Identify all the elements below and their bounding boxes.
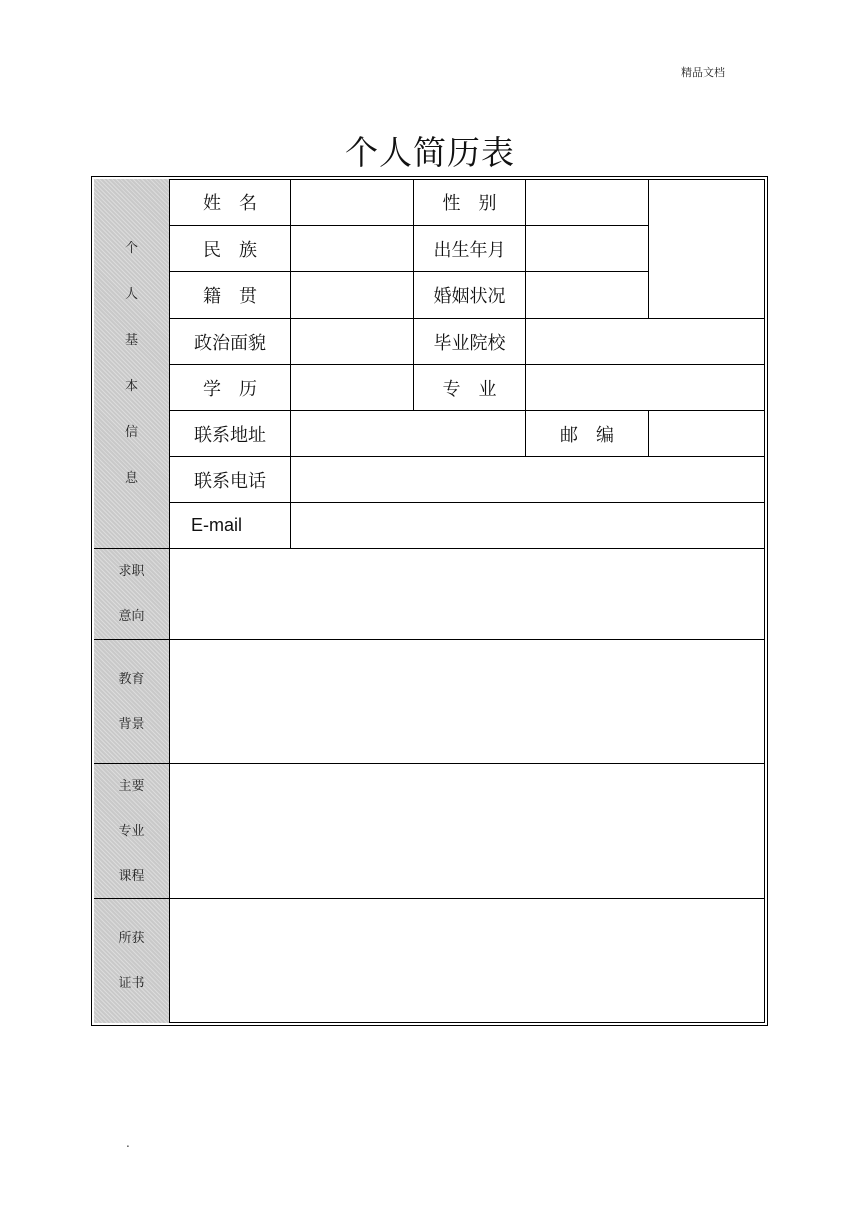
side-char: 基	[124, 332, 138, 348]
native-place-field[interactable]	[291, 272, 414, 319]
header-note: 精品文档	[681, 66, 725, 79]
section-label-line: 求职	[118, 564, 145, 579]
basic-info-section-label	[94, 179, 170, 549]
section-label-line: 证书	[118, 976, 145, 991]
side-char: 个	[124, 240, 138, 256]
label-address: 联系地址	[170, 411, 291, 457]
education-field[interactable]	[291, 365, 414, 411]
section-label-line: 所获	[118, 931, 145, 946]
phone-field[interactable]	[291, 457, 765, 503]
label-political: 政治面貌	[170, 319, 291, 365]
photo-box[interactable]	[649, 179, 765, 319]
birth-field[interactable]	[526, 226, 649, 272]
major-field[interactable]	[526, 365, 765, 411]
job-intention-label	[94, 549, 170, 640]
label-school: 毕业院校	[414, 319, 526, 365]
name-field[interactable]	[291, 179, 414, 226]
section-label-line: 专业	[118, 823, 145, 839]
address-field[interactable]	[291, 411, 526, 457]
ethnicity-field[interactable]	[291, 226, 414, 272]
section-label-line: 意向	[118, 609, 145, 624]
label-name: 姓 名	[170, 179, 291, 226]
label-major: 专 业	[414, 365, 526, 411]
label-education: 学 历	[170, 365, 291, 411]
label-native-place: 籍 贯	[170, 272, 291, 319]
label-birth: 出生年月	[414, 226, 526, 272]
certificates-label	[94, 899, 170, 1023]
section-label-line: 主要	[118, 778, 145, 794]
footer-mark: .	[126, 1136, 130, 1150]
label-phone: 联系电话	[170, 457, 291, 503]
label-gender: 性 别	[414, 179, 526, 226]
postcode-field[interactable]	[649, 411, 765, 457]
page-title: 个人简历表	[345, 133, 515, 172]
section-label-line: 课程	[118, 868, 145, 884]
section-label-line: 教育	[118, 671, 145, 687]
side-char: 本	[124, 378, 138, 394]
political-field[interactable]	[291, 319, 414, 365]
marital-field[interactable]	[526, 272, 649, 319]
main-courses-label	[94, 764, 170, 899]
label-postcode: 邮 编	[526, 411, 649, 457]
main-courses-field[interactable]	[170, 764, 765, 899]
section-label-line: 背景	[118, 716, 145, 732]
job-intention-field[interactable]	[170, 549, 765, 640]
gender-field[interactable]	[526, 179, 649, 226]
certificates-field[interactable]	[170, 899, 765, 1023]
side-char: 人	[124, 286, 138, 302]
education-background-label	[94, 640, 170, 764]
side-char: 信	[124, 424, 138, 440]
label-marital: 婚姻状况	[414, 272, 526, 319]
email-field[interactable]	[291, 503, 765, 549]
side-char: 息	[124, 470, 138, 486]
education-background-field[interactable]	[170, 640, 765, 764]
label-ethnicity: 民 族	[170, 226, 291, 272]
label-email: E-mail	[170, 503, 291, 549]
school-field[interactable]	[526, 319, 765, 365]
